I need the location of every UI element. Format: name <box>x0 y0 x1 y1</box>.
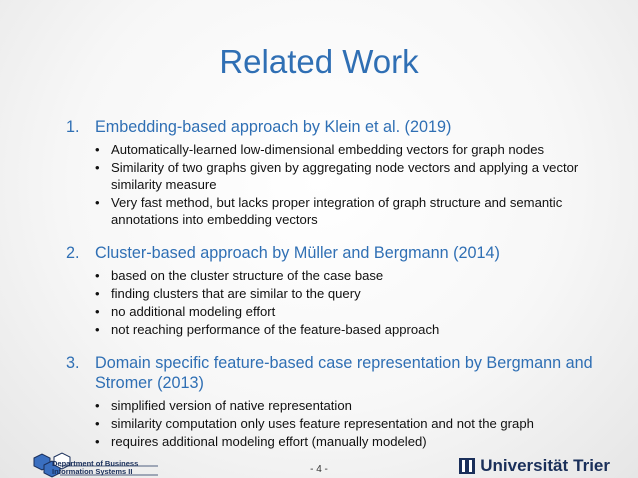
bullet-dot: • <box>95 286 100 301</box>
bullet-dot: • <box>95 195 100 210</box>
section-2 <box>66 243 611 338</box>
bullet-dot: • <box>95 416 100 431</box>
bullet-list <box>66 397 611 450</box>
slide-title: Related Work <box>219 43 419 80</box>
bullet-list <box>66 267 611 338</box>
bullet-dot: • <box>95 160 100 175</box>
bullet-dot: • <box>95 322 100 337</box>
section-heading <box>66 243 611 263</box>
department-name: Department of Business Information Systems II <box>52 459 139 476</box>
bullet-list <box>66 141 611 228</box>
bullet-dot: • <box>95 304 100 319</box>
bullet-dot: • <box>95 142 100 157</box>
slide-content <box>66 117 611 465</box>
section-heading-text: Domain specific feature-based case representation by Bergmann and Stromer (2013) <box>95 354 593 392</box>
section-heading <box>66 117 611 137</box>
university-logo <box>459 456 610 476</box>
bullet-item: • Similarity of two graphs given by aggregating node vectors and applying a vector similarity measure <box>95 160 579 192</box>
bullet-item: • similarity computation only uses feature representation and not the graph <box>95 416 534 431</box>
bullet-item: • Very fast method, but lacks proper integration of graph structure and semantic annotations into embedding vectors <box>95 195 563 227</box>
section-number: 2. <box>66 244 80 262</box>
bullet-item: • finding clusters that are similar to the query <box>95 286 361 301</box>
section-3 <box>66 353 611 450</box>
university-city: Trier <box>573 456 610 475</box>
bullet-dot: • <box>95 434 100 449</box>
university-emblem-icon <box>459 458 475 474</box>
page-number: - 4 - <box>310 464 328 475</box>
bullet-item: • based on the cluster structure of the case base <box>95 268 384 283</box>
bullet-item: • requires additional modeling effort (manually modeled) <box>95 434 427 449</box>
section-heading-text: Embedding-based approach by Klein et al. (2019) <box>95 118 452 136</box>
bullet-dot: • <box>95 268 100 283</box>
section-heading <box>66 353 611 393</box>
bullet-item: • simplified version of native representation <box>95 398 352 413</box>
university-name: Universität <box>480 456 569 475</box>
bullet-item: • Automatically-learned low-dimensional embedding vectors for graph nodes <box>95 142 545 157</box>
bullet-item: • no additional modeling effort <box>95 304 276 319</box>
bullet-item: • not reaching performance of the feature-based approach <box>95 322 440 337</box>
bullet-dot: • <box>95 398 100 413</box>
section-1 <box>66 117 611 228</box>
section-number: 1. <box>66 118 80 136</box>
section-number: 3. <box>66 354 80 372</box>
section-heading-text: Cluster-based approach by Müller and Bergmann (2014) <box>95 244 500 262</box>
